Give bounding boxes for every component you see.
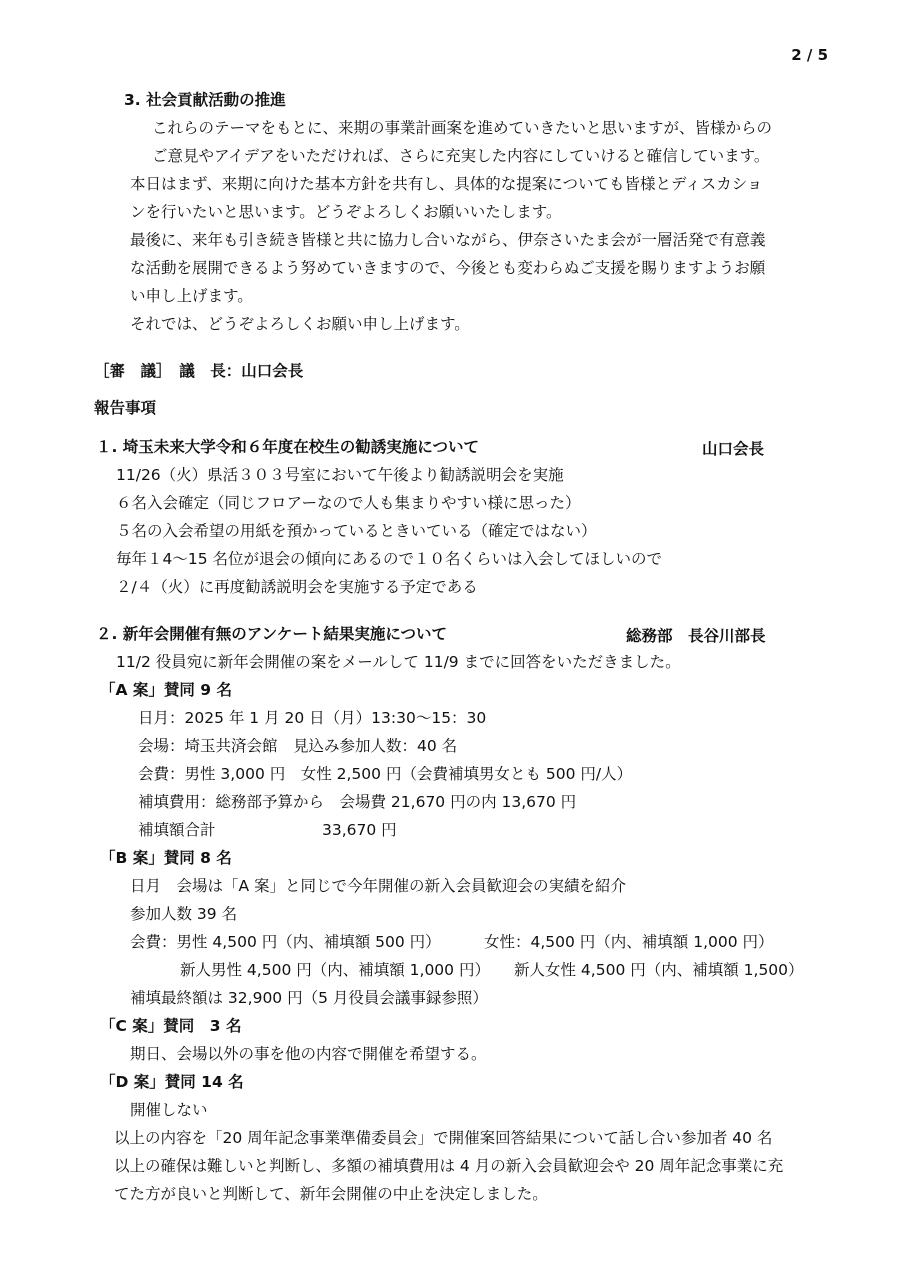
section1-line: 毎年１4～15 名位が退会の傾向にあるので１０名くらいは入会してほしいので: [116, 550, 663, 568]
paragraph-line: い申し上げます。: [130, 287, 253, 305]
plan-a-fee: 会費：男性 3,000 円 女性 2,500 円（会費補填男女とも 500 円/人）: [138, 765, 633, 783]
plan-b-total: 補填最終額は 32,900 円（5 月役員会議事録参照）: [130, 989, 488, 1007]
paragraph-line: 本日はまず、来期に向けた基本方針を共有し、具体的な提案についても皆様とディスカショ: [130, 175, 763, 193]
plan-b-line: 日月 会場は「A 案」と同じで今年開催の新入会員歓迎会の実績を紹介: [130, 877, 627, 895]
paragraph-line: ンを行いたいと思います。どうぞよろしくお願いいたします。: [130, 203, 562, 221]
section1-line: 11/26（火）県活３０３号室において午後より勧誘説明会を実施: [116, 466, 564, 484]
plan-a-total-label: 補填額合計: [138, 821, 216, 839]
conclusion-line: 以上の内容を「20 周年記念事業準備委員会」で開催案回答結果について話し合い参加者 40 名: [114, 1129, 773, 1147]
section2-presenter: 総務部 長谷川部長: [626, 627, 766, 645]
section1-line: ５名の入会希望の用紙を預かっているときいている（確定ではない）: [116, 522, 597, 540]
plan-a-heading: 「A 案」賛同 9 名: [100, 681, 232, 699]
section1-line: ６名入会確定（同じフロアーなので人も集まりやすい様に思った）: [116, 494, 581, 512]
plan-b-fee-female: 女性：4,500 円（内、補填額 1,000 円）: [484, 933, 774, 951]
page-number: 2 / 5: [791, 46, 828, 64]
section2-title: ２. 新年会開催有無のアンケート結果実施について: [96, 625, 448, 643]
item3-title: 3. 社会貢献活動の推進: [124, 91, 286, 109]
plan-b-heading: 「B 案」賛同 8 名: [100, 849, 232, 867]
section1-presenter: 山口会長: [702, 440, 765, 458]
plan-d-line: 開催しない: [130, 1101, 208, 1119]
plan-b-fee-male: 会費：男性 4,500 円（内、補填額 500 円）: [130, 933, 441, 951]
section1-line: ２/４（火）に再度勧誘説明会を実施する予定である: [116, 578, 478, 596]
deliberation-heading: ［審 議］ 議 長：山口会長: [94, 362, 304, 380]
item3-body-line: ご意見やアイデアをいただければ、さらに充実した内容にしていけると確信しています。: [152, 147, 770, 165]
section1-title: １. 埼玉未来大学令和６年度在校生の勧誘実施について: [96, 438, 479, 456]
plan-c-heading: 「C 案」賛同 3 名: [100, 1017, 242, 1035]
plan-c-line: 期日、会場以外の事を他の内容で開催を希望する。: [130, 1045, 487, 1063]
paragraph-line: それでは、どうぞよろしくお願い申し上げます。: [130, 315, 470, 333]
plan-b-fee-new-male: 新人男性 4,500 円（内、補填額 1,000 円）: [180, 961, 490, 979]
item3-body-line: これらのテーマをもとに、来期の事業計画案を進めていきたいと思いますが、皆様からの: [152, 119, 773, 137]
plan-d-heading: 「D 案」賛同 14 名: [100, 1073, 244, 1091]
conclusion-line: 以上の確保は難しいと判断し、多額の補填費用は 4 月の新入会員歓迎会や 20 周年記念事業に充: [114, 1157, 784, 1175]
plan-a-subsidy: 補填費用：総務部予算から 会場費 21,670 円の内 13,670 円: [138, 793, 577, 811]
paragraph-line: 最後に、来年も引き続き皆様と共に協力し合いながら、伊奈さいたま会が一層活発で有意義: [130, 231, 766, 249]
plan-a-venue: 会場：埼玉共済会館 見込み参加人数：40 名: [138, 737, 458, 755]
conclusion-line: てた方が良いと判断して、新年会開催の中止を決定しました。: [114, 1185, 548, 1203]
plan-b-fee-new-female: 新人女性 4,500 円（内、補填額 1,500）: [514, 961, 804, 979]
plan-a-date: 日月：2025 年 1 月 20 日（月）13:30～15：30: [138, 709, 487, 727]
paragraph-line: な活動を展開できるよう努めていきますので、今後とも変わらぬご支援を賜りますようお願: [130, 259, 766, 277]
plan-b-line: 参加人数 39 名: [130, 905, 238, 923]
report-heading: 報告事項: [94, 399, 157, 417]
section2-intro: 11/2 役員宛に新年会開催の案をメールして 11/9 までに回答をいただきました。: [116, 653, 681, 671]
plan-a-total-value: 33,670 円: [322, 821, 397, 839]
